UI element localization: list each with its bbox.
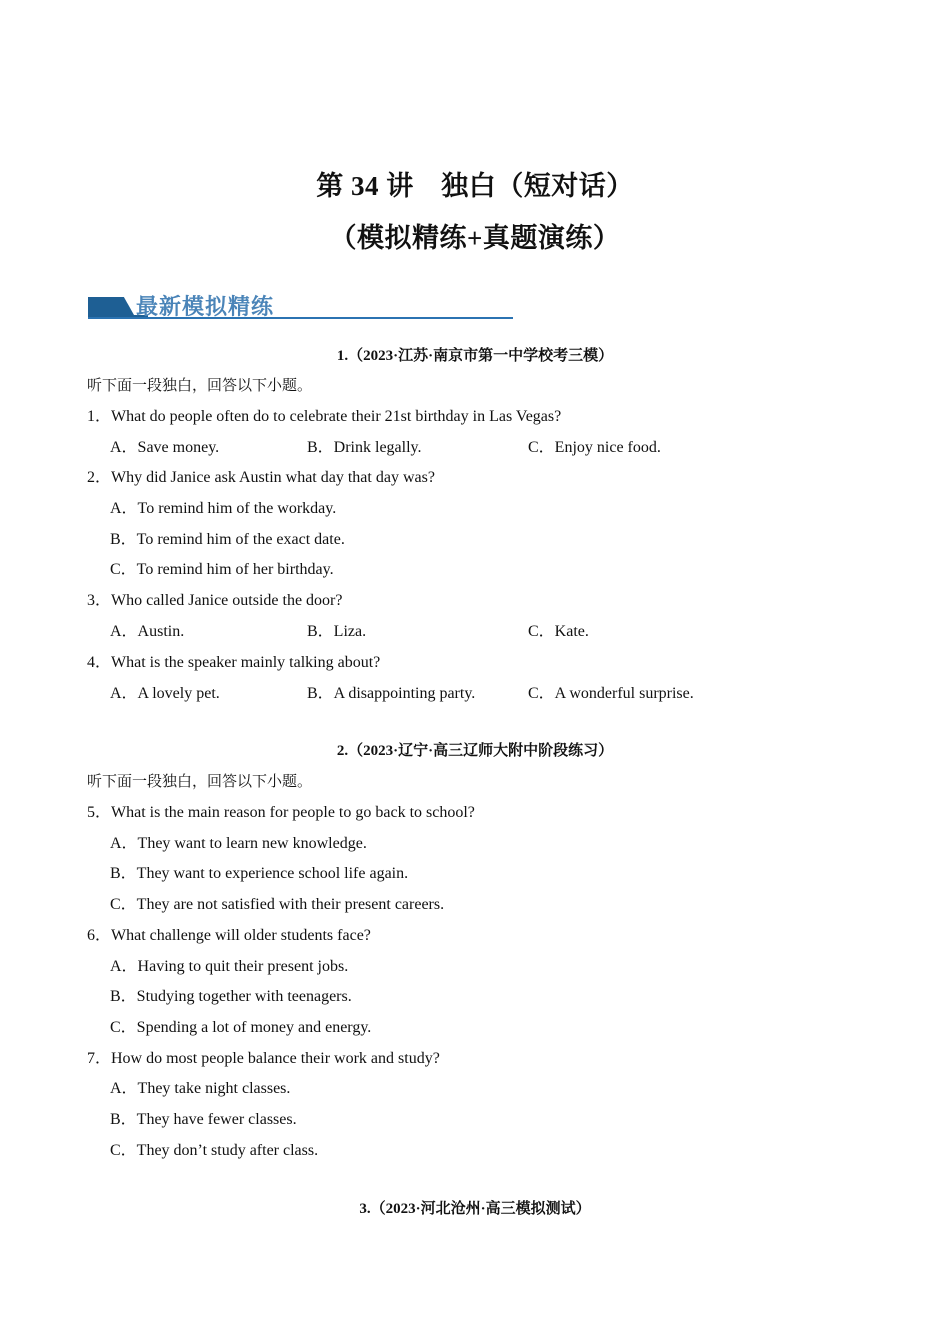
section-bar-icon	[88, 297, 134, 315]
option-a: A．Having to quit their present jobs.	[110, 958, 349, 975]
page-title: 第 34 讲 独白（短对话）	[316, 171, 634, 201]
option-b: B．Liza.	[307, 623, 367, 640]
page-subtitle: （模拟精练+真题演练）	[329, 223, 621, 253]
group-heading: 2.（2023·辽宁·高三辽师大附中阶段练习）	[336, 743, 614, 759]
option-c: C．They don’t study after class.	[110, 1142, 319, 1159]
option-c: C．To remind him of her birthday.	[110, 561, 334, 578]
option-c: C．They are not satisfied with their present careers.	[110, 896, 445, 913]
section-header	[88, 290, 518, 322]
option-c: C．A wonderful surprise.	[528, 685, 694, 702]
question-stem: 2．Why did Janice ask Austin what day that day was?	[87, 469, 435, 486]
option-a: A．Save money.	[110, 439, 220, 456]
question-stem: 1．What do people often do to celebrate their 21st birthday in Las Vegas?	[87, 408, 562, 425]
option-b: B．A disappointing party.	[307, 685, 476, 702]
group-heading: 3.（2023·河北沧州·高三模拟测试）	[359, 1201, 591, 1217]
question-stem: 6．What challenge will older students face?	[87, 927, 371, 944]
option-b: B．To remind him of the exact date.	[110, 531, 345, 548]
option-b: B．Drink legally.	[307, 439, 422, 456]
option-c: C．Spending a lot of money and energy.	[110, 1019, 372, 1036]
option-c: C．Kate.	[528, 623, 589, 640]
section-label: 最新模拟精练	[136, 295, 275, 320]
option-a: A．They want to learn new knowledge.	[110, 835, 367, 852]
option-a: A．To remind him of the workday.	[110, 500, 337, 517]
group-intro: 听下面一段独白，回答以下小题。	[87, 378, 313, 394]
question-stem: 4．What is the speaker mainly talking about?	[87, 654, 381, 671]
question-stem: 7．How do most people balance their work and study?	[87, 1050, 440, 1067]
question-stem: 3．Who called Janice outside the door?	[87, 592, 343, 609]
option-c: C．Enjoy nice food.	[528, 439, 661, 456]
question-stem: 5．What is the main reason for people to go back to school?	[87, 804, 475, 821]
option-b: B．They have fewer classes.	[110, 1111, 297, 1128]
option-a: A．Austin.	[110, 623, 185, 640]
option-a: A．A lovely pet.	[110, 685, 220, 702]
option-b: B．Studying together with teenagers.	[110, 988, 352, 1005]
group-intro: 听下面一段独白，回答以下小题。	[87, 774, 313, 790]
option-a: A．They take night classes.	[110, 1080, 291, 1097]
group-heading: 1.（2023·江苏·南京市第一中学校考三模）	[336, 348, 614, 364]
option-b: B．They want to experience school life again.	[110, 865, 409, 882]
